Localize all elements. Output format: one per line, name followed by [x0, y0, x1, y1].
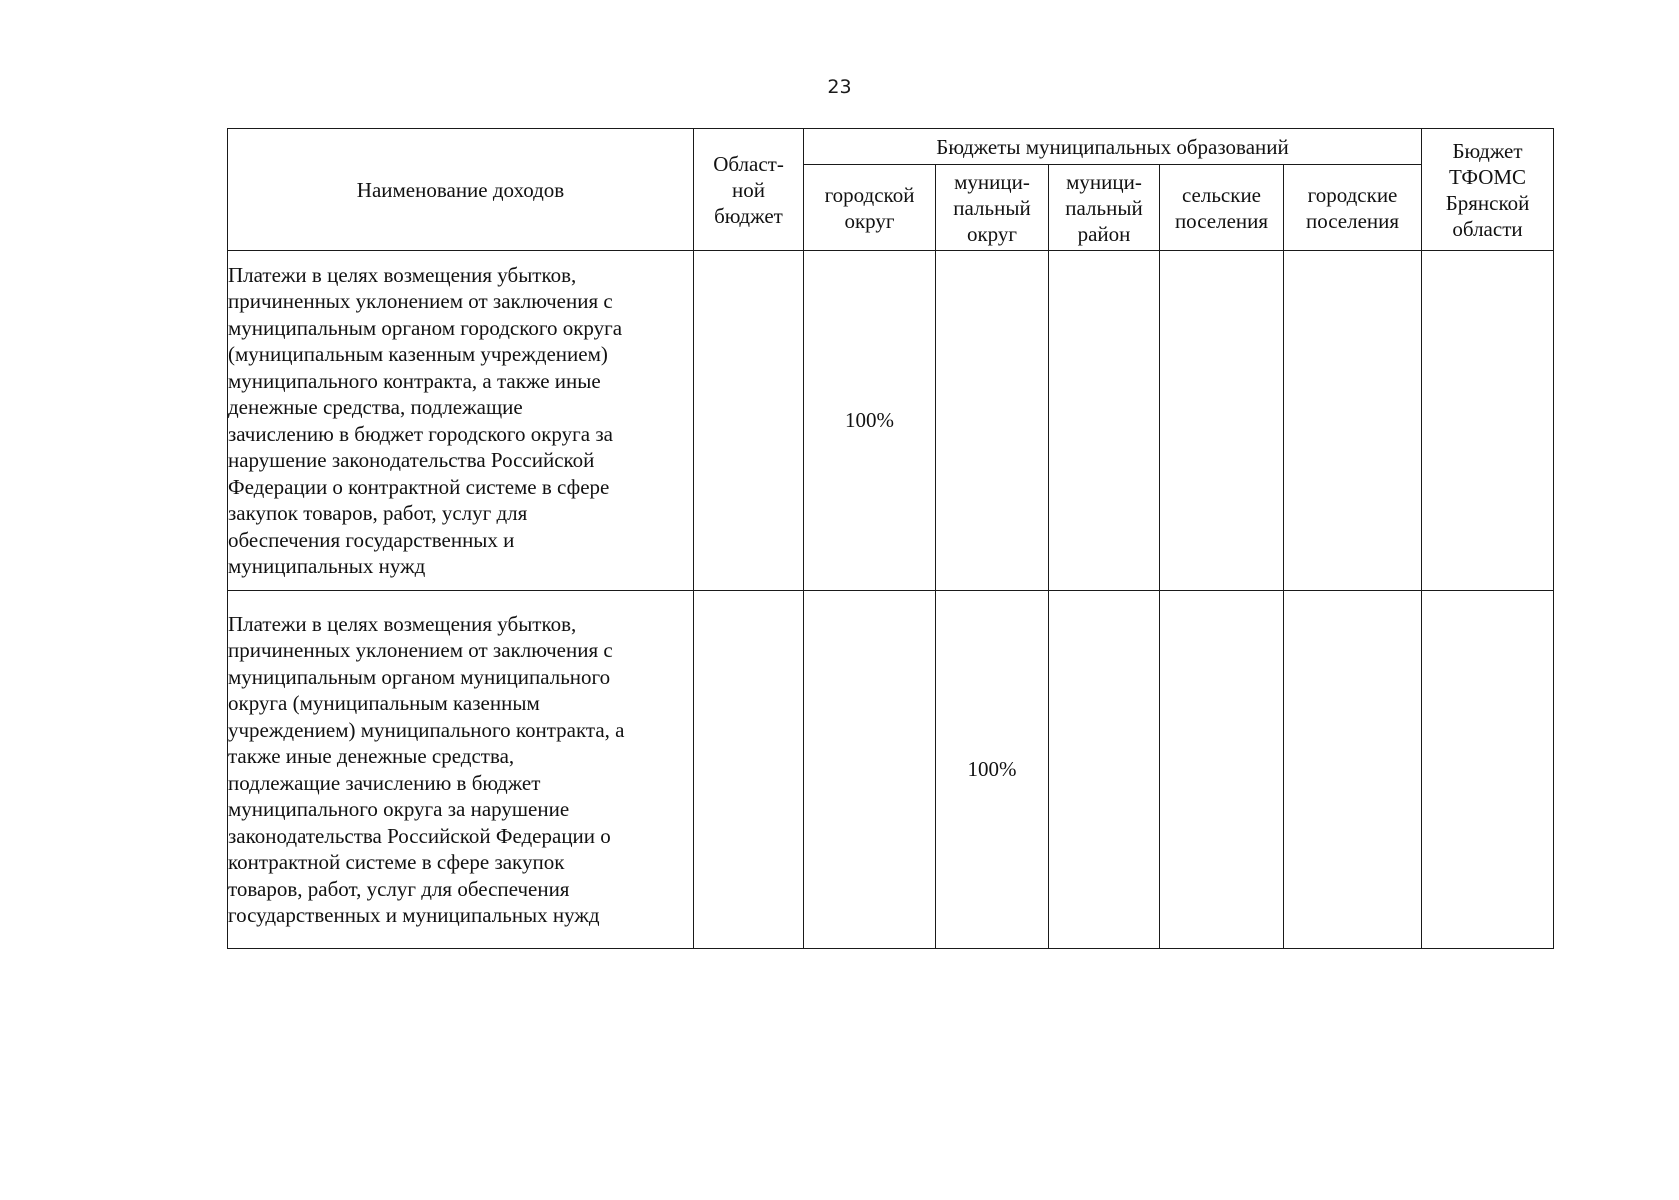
tfoms-budget-cell: [1422, 591, 1554, 949]
header-revenue-name: Наименование доходов: [228, 129, 694, 251]
table-row: [228, 251, 1554, 591]
revenue-distribution-table: [227, 128, 1554, 949]
header-municipal-okrug-label: муници- пальный округ: [953, 169, 1031, 246]
rural-settlements-cell: [1160, 591, 1284, 949]
municipal-okrug-cell: [936, 251, 1049, 591]
header-municipal-raion-label: муници- пальный район: [1065, 169, 1143, 246]
regional-budget-cell: [694, 591, 804, 949]
tfoms-budget-cell: [1422, 251, 1554, 591]
header-municipal-okrug: [936, 165, 1049, 251]
revenue-name-cell: [228, 251, 694, 591]
header-urban-settlements-label: городские поселения: [1305, 182, 1400, 233]
rural-settlements-cell: [1160, 251, 1284, 591]
header-urban-settlements: [1284, 165, 1422, 251]
header-row-top: [228, 129, 1554, 165]
revenue-name-text: Платежи в целях возмещения убытков, причиненных уклонением от заключения с муниципальным органом городского округа (муниципальным казенным учреждением) муниципального контракта, а также иные денежные средства, подлежащие зачислению в бюджет городского округа за нарушение законодательства Российской Федерации о контрактной системе в сфере закупок товаров, работ, услуг для обеспечения государственных и муниципальных нужд: [228, 262, 623, 578]
municipal-okrug-cell: 100%: [936, 591, 1049, 949]
header-municipal-budgets: Бюджеты муниципальных образований: [804, 129, 1422, 165]
city-district-cell: [804, 591, 936, 949]
header-regional-budget-label: Област- ной бюджет: [713, 151, 784, 228]
city-district-cell: 100%: [804, 251, 936, 591]
municipal-raion-cell: [1049, 251, 1160, 591]
urban-settlements-cell: [1284, 591, 1422, 949]
municipal-raion-cell: [1049, 591, 1160, 949]
header-city-district: [804, 165, 936, 251]
header-tfoms-budget-label: Бюджет ТФОМС Брянской области: [1445, 138, 1530, 241]
header-rural-settlements-label: сельские поселения: [1174, 182, 1269, 233]
regional-budget-cell: [694, 251, 804, 591]
revenue-name-text: Платежи в целях возмещения убытков, причиненных уклонением от заключения с муниципальным органом муниципального округа (муниципальным казенным учреждением) муниципального контракта, а также иные денежные средства, подлежащие зачислению в бюджет муниципального округа за нарушение законодательства Российской Федерации о контрактной системе в сфере закупок товаров, работ, услуг для обеспечения государственных и муниципальных нужд: [228, 611, 625, 927]
header-tfoms-budget: [1422, 129, 1554, 251]
header-city-district-label: городской округ: [824, 182, 915, 233]
header-rural-settlements: [1160, 165, 1284, 251]
table-row: [228, 591, 1554, 949]
urban-settlements-cell: [1284, 251, 1422, 591]
header-regional-budget: [694, 129, 804, 251]
revenue-name-cell: [228, 591, 694, 949]
header-municipal-raion: [1049, 165, 1160, 251]
page-number: 23: [827, 76, 852, 98]
